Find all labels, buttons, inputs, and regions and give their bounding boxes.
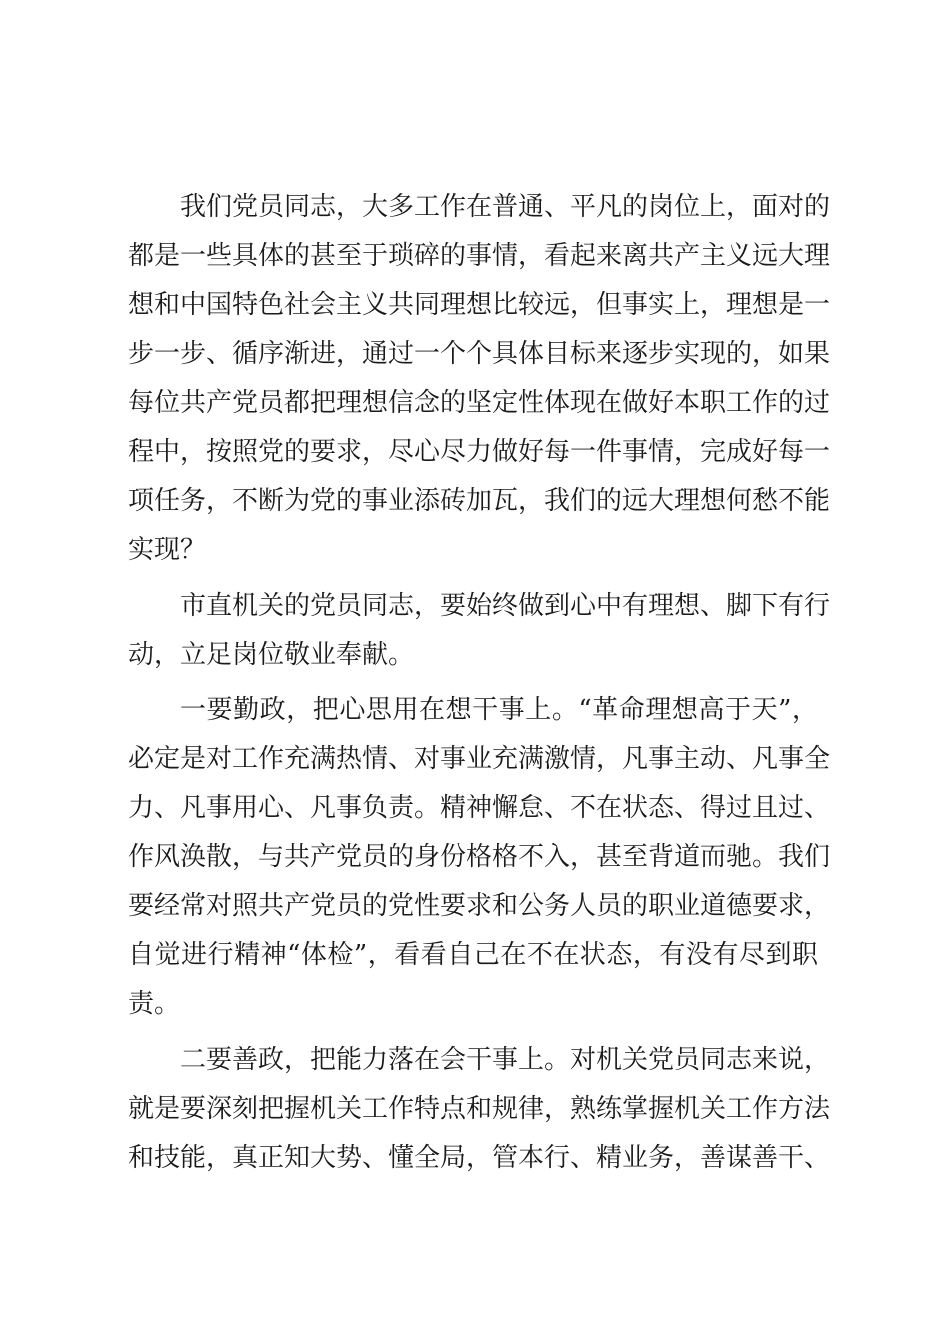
paragraph-2-line-1: 市直机关的党员同志，要始终做到心中有理想、脚下有行 [180,591,831,621]
paragraph-3-line-3: 力、凡事用心、凡事负责。精神懈怠、不在状态、得过且过、 [128,793,831,823]
paragraph-1-line-2: 都是一些具体的甚至于琐碎的事情，看起来离共产主义远大理 [128,241,831,271]
paragraph-4-line-1: 二要善政，把能力落在会干事上。对机关党员同志来说， [180,1045,831,1075]
paragraph-3-line-1: 一要勤政，把心思用在想干事上。“革命理想高于天”， [180,695,818,725]
paragraph-3-line-4: 作风涣散，与共产党员的身份格格不入，甚至背道而驰。我们 [128,842,831,872]
paragraph-1-line-6: 程中，按照党的要求，尽心尽力做好每一件事情，完成好每一 [128,437,831,467]
paragraph-3-line-2: 必定是对工作充满热情、对事业充满激情，凡事主动、凡事全 [128,744,831,774]
paragraph-1-line-8: 实现？ [128,535,207,565]
paragraph-1-line-5: 每位共产党员都把理想信念的坚定性体现在做好本职工作的过 [128,388,831,418]
paragraph-1-line-3: 想和中国特色社会主义共同理想比较远，但事实上，理想是一 [128,290,831,320]
paragraph-3-line-5: 要经常对照共产党员的党性要求和公务人员的职业道德要求， [128,891,831,921]
paragraph-3-line-7: 责。 [128,989,181,1019]
paragraph-4-line-2: 就是要深刻把握机关工作特点和规律，熟练掌握机关工作方法 [128,1094,831,1124]
paragraph-2-line-2: 动，立足岗位敬业奉献。 [128,640,415,670]
paragraph-1-line-4: 步一步、循序渐进，通过一个个具体目标来逐步实现的，如果 [128,339,831,369]
paragraph-4-line-3: 和技能，真正知大势、懂全局，管本行、精业务，善谋善干、 [128,1143,831,1173]
paragraph-3-line-6: 自觉进行精神“体检”，看看自己在不在状态，有没有尽到职 [128,940,818,970]
paragraph-1-line-7: 项任务，不断为党的事业添砖加瓦，我们的远大理想何愁不能 [128,486,831,516]
paragraph-1-line-1: 我们党员同志，大多工作在普通、平凡的岗位上，面对的 [180,192,831,222]
